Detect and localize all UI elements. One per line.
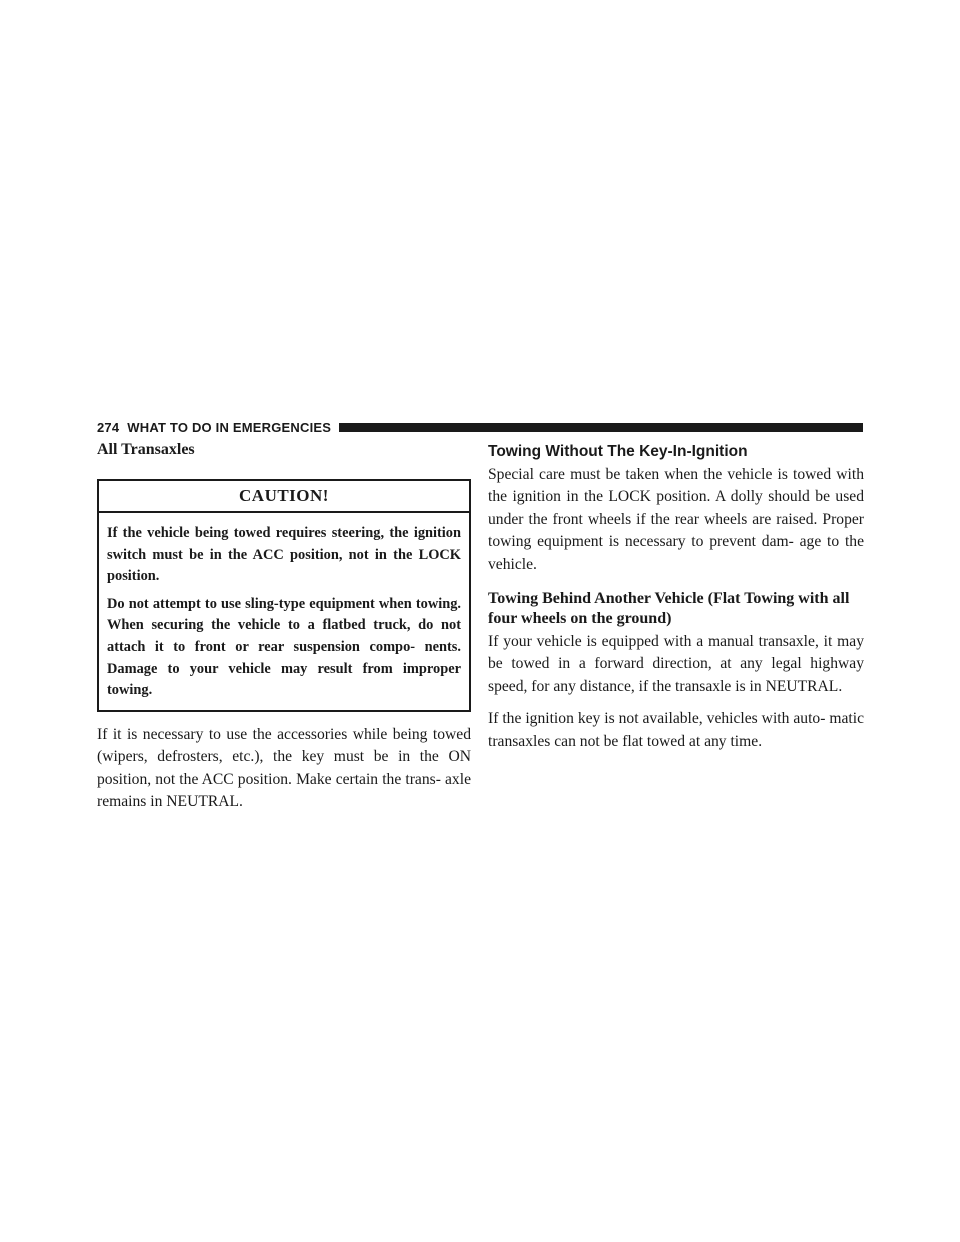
caution-paragraph-2: Do not attempt to use sling-type equipment when towing. When securing the vehicle to a flatbed truck, do not attach it to front or rear suspension compo- nents. Damage to your vehicle may result from improper towing. bbox=[107, 595, 461, 699]
all-transaxles-heading: All Transaxles bbox=[97, 441, 195, 458]
page-header bbox=[97, 418, 863, 436]
towing-without-key-heading: Towing Without The Key-In-Ignition bbox=[488, 443, 748, 460]
page-number: 274 bbox=[97, 419, 120, 435]
header-rule bbox=[339, 423, 863, 432]
right-column bbox=[488, 440, 864, 753]
flat-towing-heading: Towing Behind Another Vehicle (Flat Towing with all four wheels on the ground) bbox=[488, 590, 850, 628]
manual-transaxle-paragraph: If your vehicle is equipped with a manual transaxle, it may be towed in a forward direction, at any legal highway speed, for any distance, if the transaxle is in NEUTRAL. bbox=[488, 633, 864, 695]
ignition-key-paragraph: If the ignition key is not available, vehicles with auto- matic transaxles can not be flat towed at any time. bbox=[488, 710, 864, 750]
section-title: WHAT TO DO IN EMERGENCIES bbox=[127, 419, 332, 435]
towing-without-key-paragraph: Special care must be taken when the vehicle is towed with the ignition in the LOCK position. A dolly should be used under the front wheels if the rear wheels are raised. Proper towing equipment is necessary to prevent dam- age to the vehicle. bbox=[488, 466, 864, 573]
caution-body bbox=[99, 513, 469, 710]
caution-title: CAUTION! bbox=[99, 481, 469, 513]
left-column bbox=[97, 440, 471, 813]
caution-paragraph-1: If the vehicle being towed requires steering, the ignition switch must be in the ACC position, not in the LOCK position. bbox=[107, 525, 461, 585]
accessories-paragraph: If it is necessary to use the accessories while being towed (wipers, defrosters, etc.), the key must be in the ON position, not the ACC position. Make certain the trans- axle remains in NEUTRAL. bbox=[97, 725, 471, 810]
caution-box bbox=[97, 479, 471, 712]
